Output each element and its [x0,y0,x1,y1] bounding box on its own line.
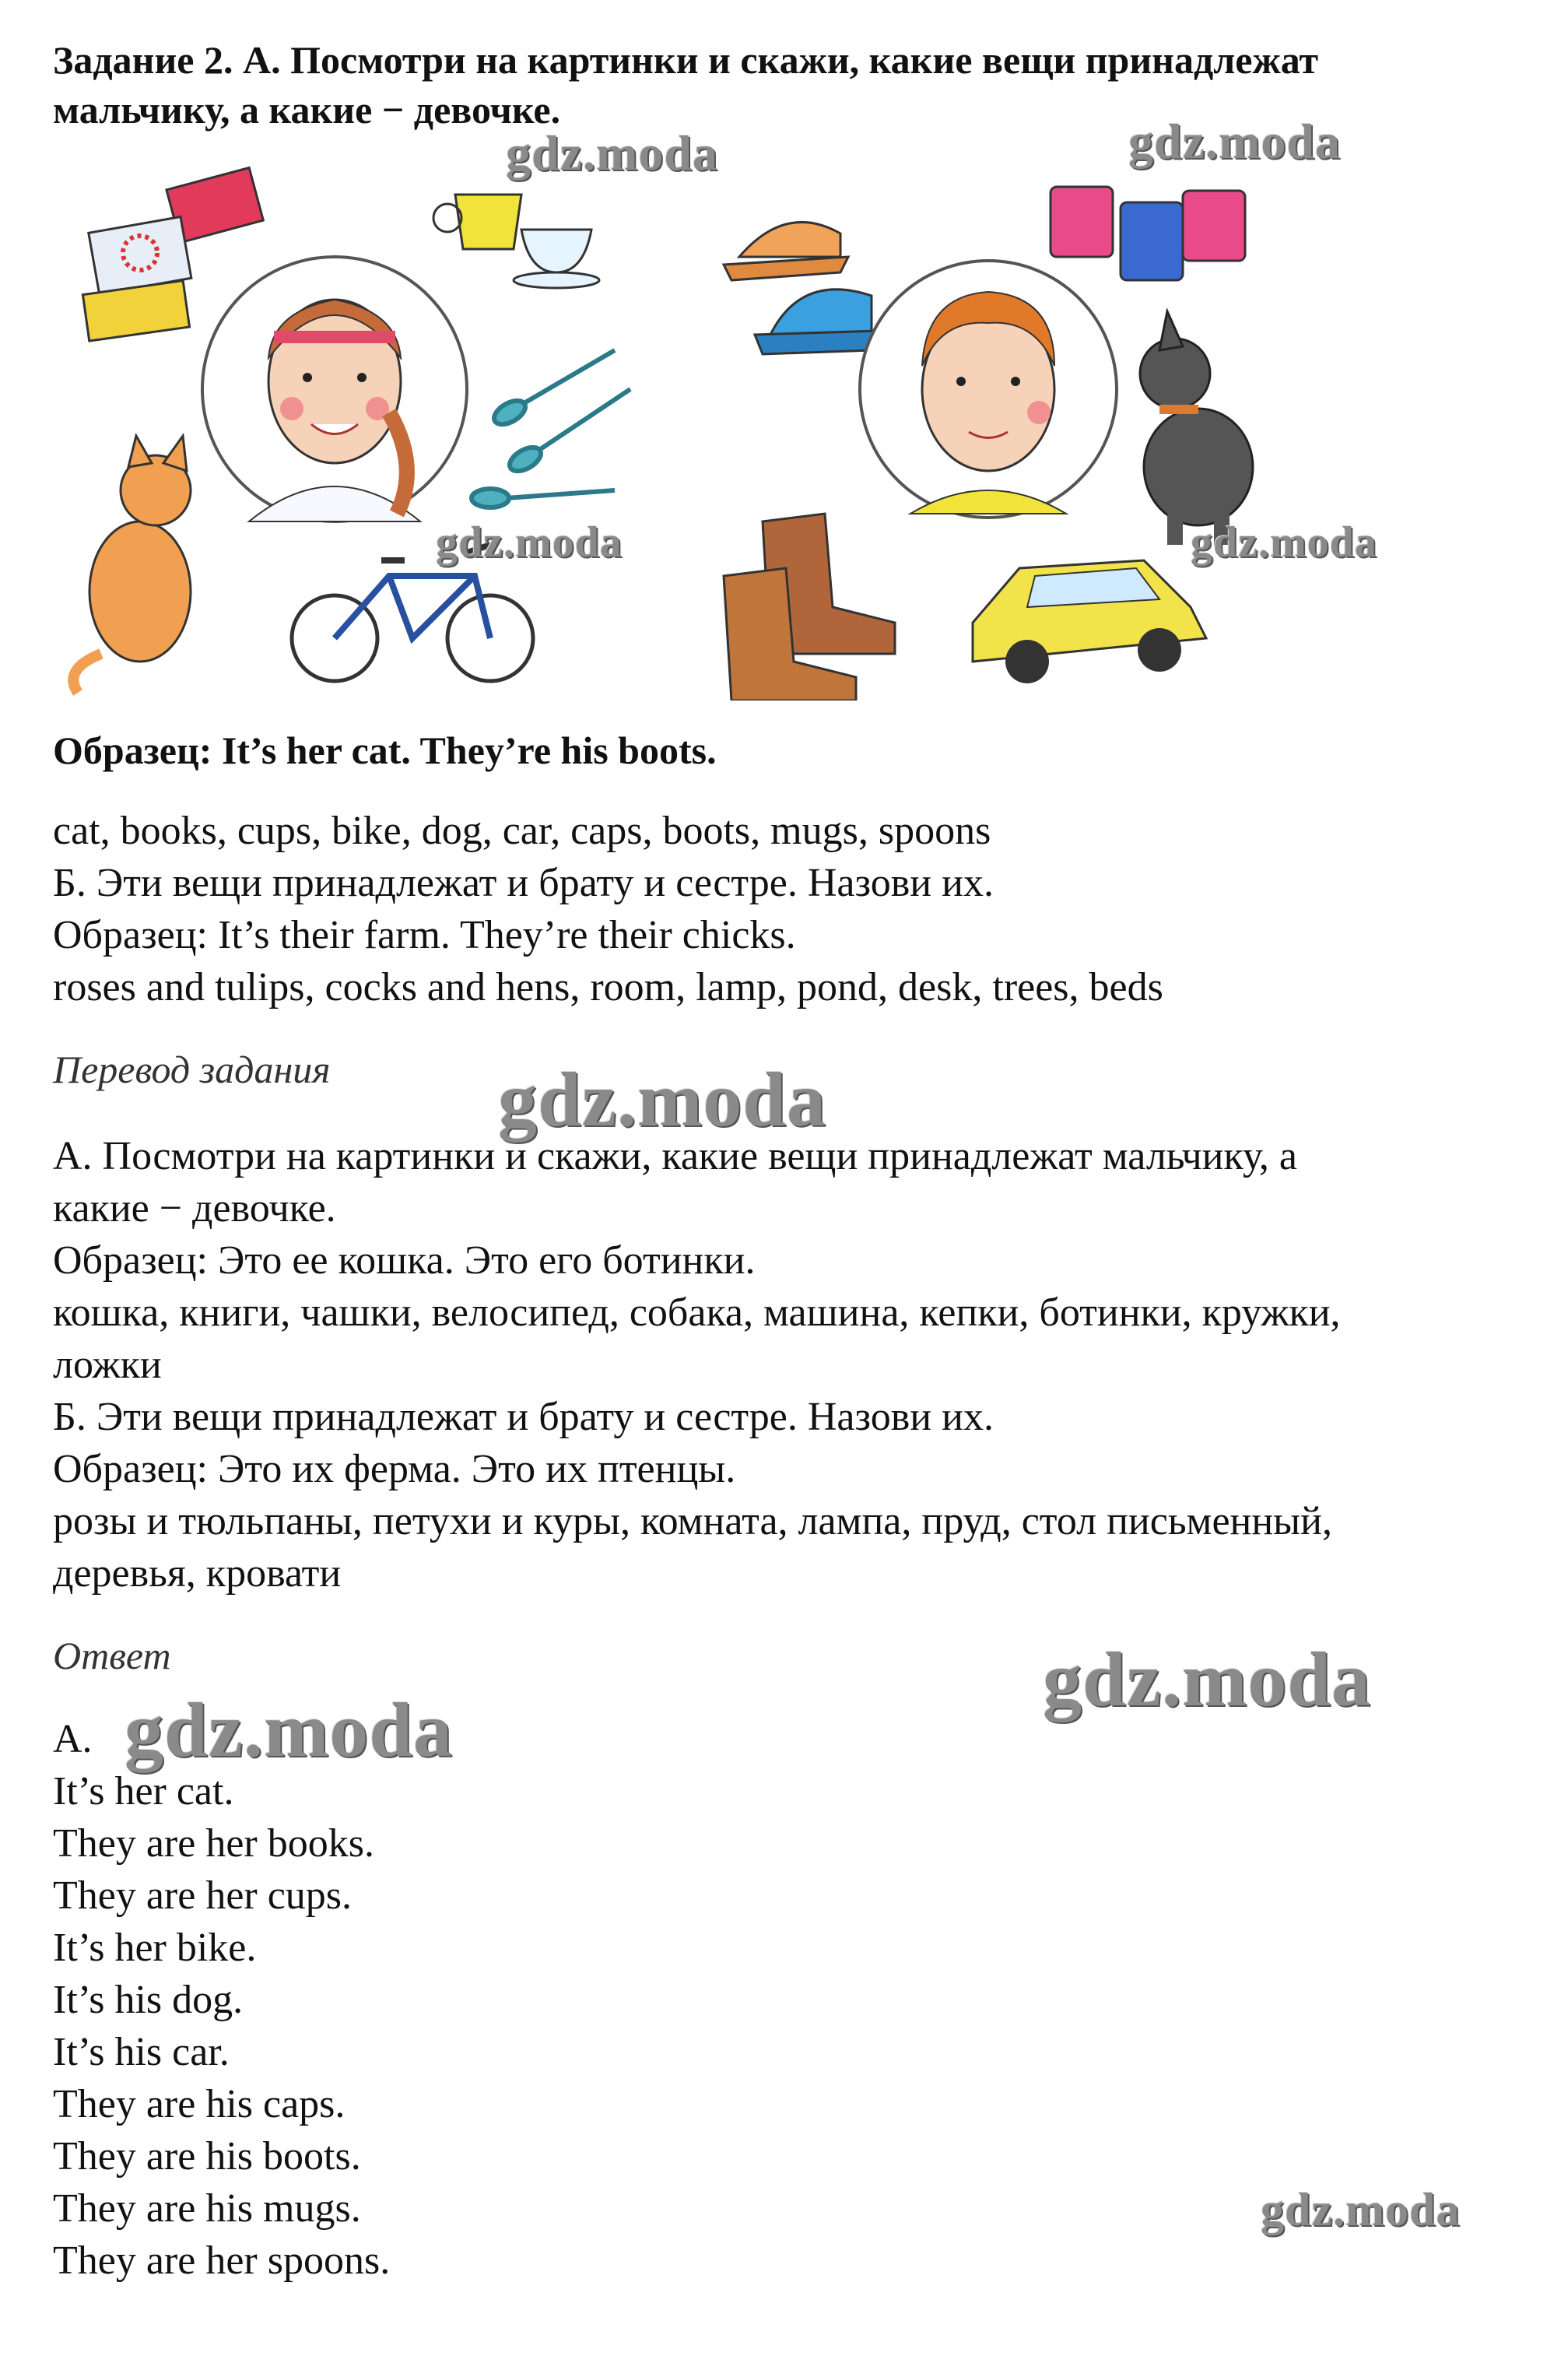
translation-words-line2: ложки [53,1343,162,1387]
dog-picture [1140,311,1253,545]
answer-heading: Ответ [53,1634,171,1677]
translation-b-instruction: Б. Эти вещи принадлежат и брату и сестре. Назови их. [53,1395,994,1439]
translation-heading: Перевод задания [53,1048,331,1091]
translation-a-line1: А. Посмотри на картинки и скажи, какие вещи принадлежат мальчику, а [53,1134,1297,1178]
answer-line: It’s her cat. [53,1769,234,1814]
watermark: gdz.moda [436,518,623,567]
cat-picture [73,436,191,693]
watermark: gdz.moda [1261,2184,1461,2235]
translation-b-words-line2: деревья, кровати [53,1551,342,1596]
boots-picture [724,514,895,700]
car-picture [973,560,1206,683]
watermark: gdz.moda [506,125,718,181]
task-title-line2: мальчику, а какие − девочке. [53,88,561,132]
watermark: gdz.moda [1043,1636,1371,1722]
spoons-picture [472,350,630,507]
translation-words-line1: кошка, книги, чашки, велосипед, собака, машина, кепки, ботинки, кружки, [53,1290,1341,1335]
answer-line: They are his boots. [53,2134,361,2179]
boy-portrait [860,261,1117,518]
watermark: gdz.moda [1191,518,1377,567]
part-b-words: roses and tulips, cocks and hens, room, lamp, pond, desk, trees, beds [53,965,1163,1009]
translation-a-line2: какие − девочке. [53,1186,336,1231]
watermark: gdz.moda [125,1687,453,1773]
answer-line: It’s his car. [53,2030,230,2074]
part-a-words: cat, books, cups, bike, dog, car, caps, boots, mugs, spoons [53,809,991,853]
watermark: gdz.moda [498,1056,826,1143]
answer-line: They are her books. [53,1821,374,1866]
task-illustration [54,156,1268,700]
answer-line: It’s her bike. [53,1926,257,1970]
answer-line: They are his mugs. [53,2186,361,2231]
translation-b-sample: Образец: Это их ферма. Это их птенцы. [53,1447,736,1491]
part-b-instruction: Б. Эти вещи принадлежат и брату и сестре. Назови их. [53,861,994,905]
girl-portrait [202,257,467,521]
answer-line: They are her cups. [53,1873,353,1918]
sample-bold: Образец: It’s her cat. They’re his boots. [53,729,717,772]
answer-label: А. [53,1717,93,1761]
answer-line: They are his caps. [53,2082,346,2126]
translation-sample: Образец: Это ее кошка. Это его ботинки. [53,1238,756,1283]
task-title-line1: Задание 2. А. Посмотри на картинки и скажи, какие вещи принадлежат [53,38,1319,82]
watermark: gdz.moda [1128,114,1341,169]
translation-b-words-line1: розы и тюльпаны, петухи и куры, комната, лампа, пруд, стол письменный, [53,1499,1332,1543]
mugs-picture [1051,187,1245,280]
caps-picture [724,222,879,354]
answer-line: It’s his dog. [53,1978,244,2022]
part-b-sample: Образец: It’s their farm. They’re their chicks. [53,913,796,957]
answer-line: They are her spoons. [53,2238,391,2283]
cups-picture [433,195,599,288]
